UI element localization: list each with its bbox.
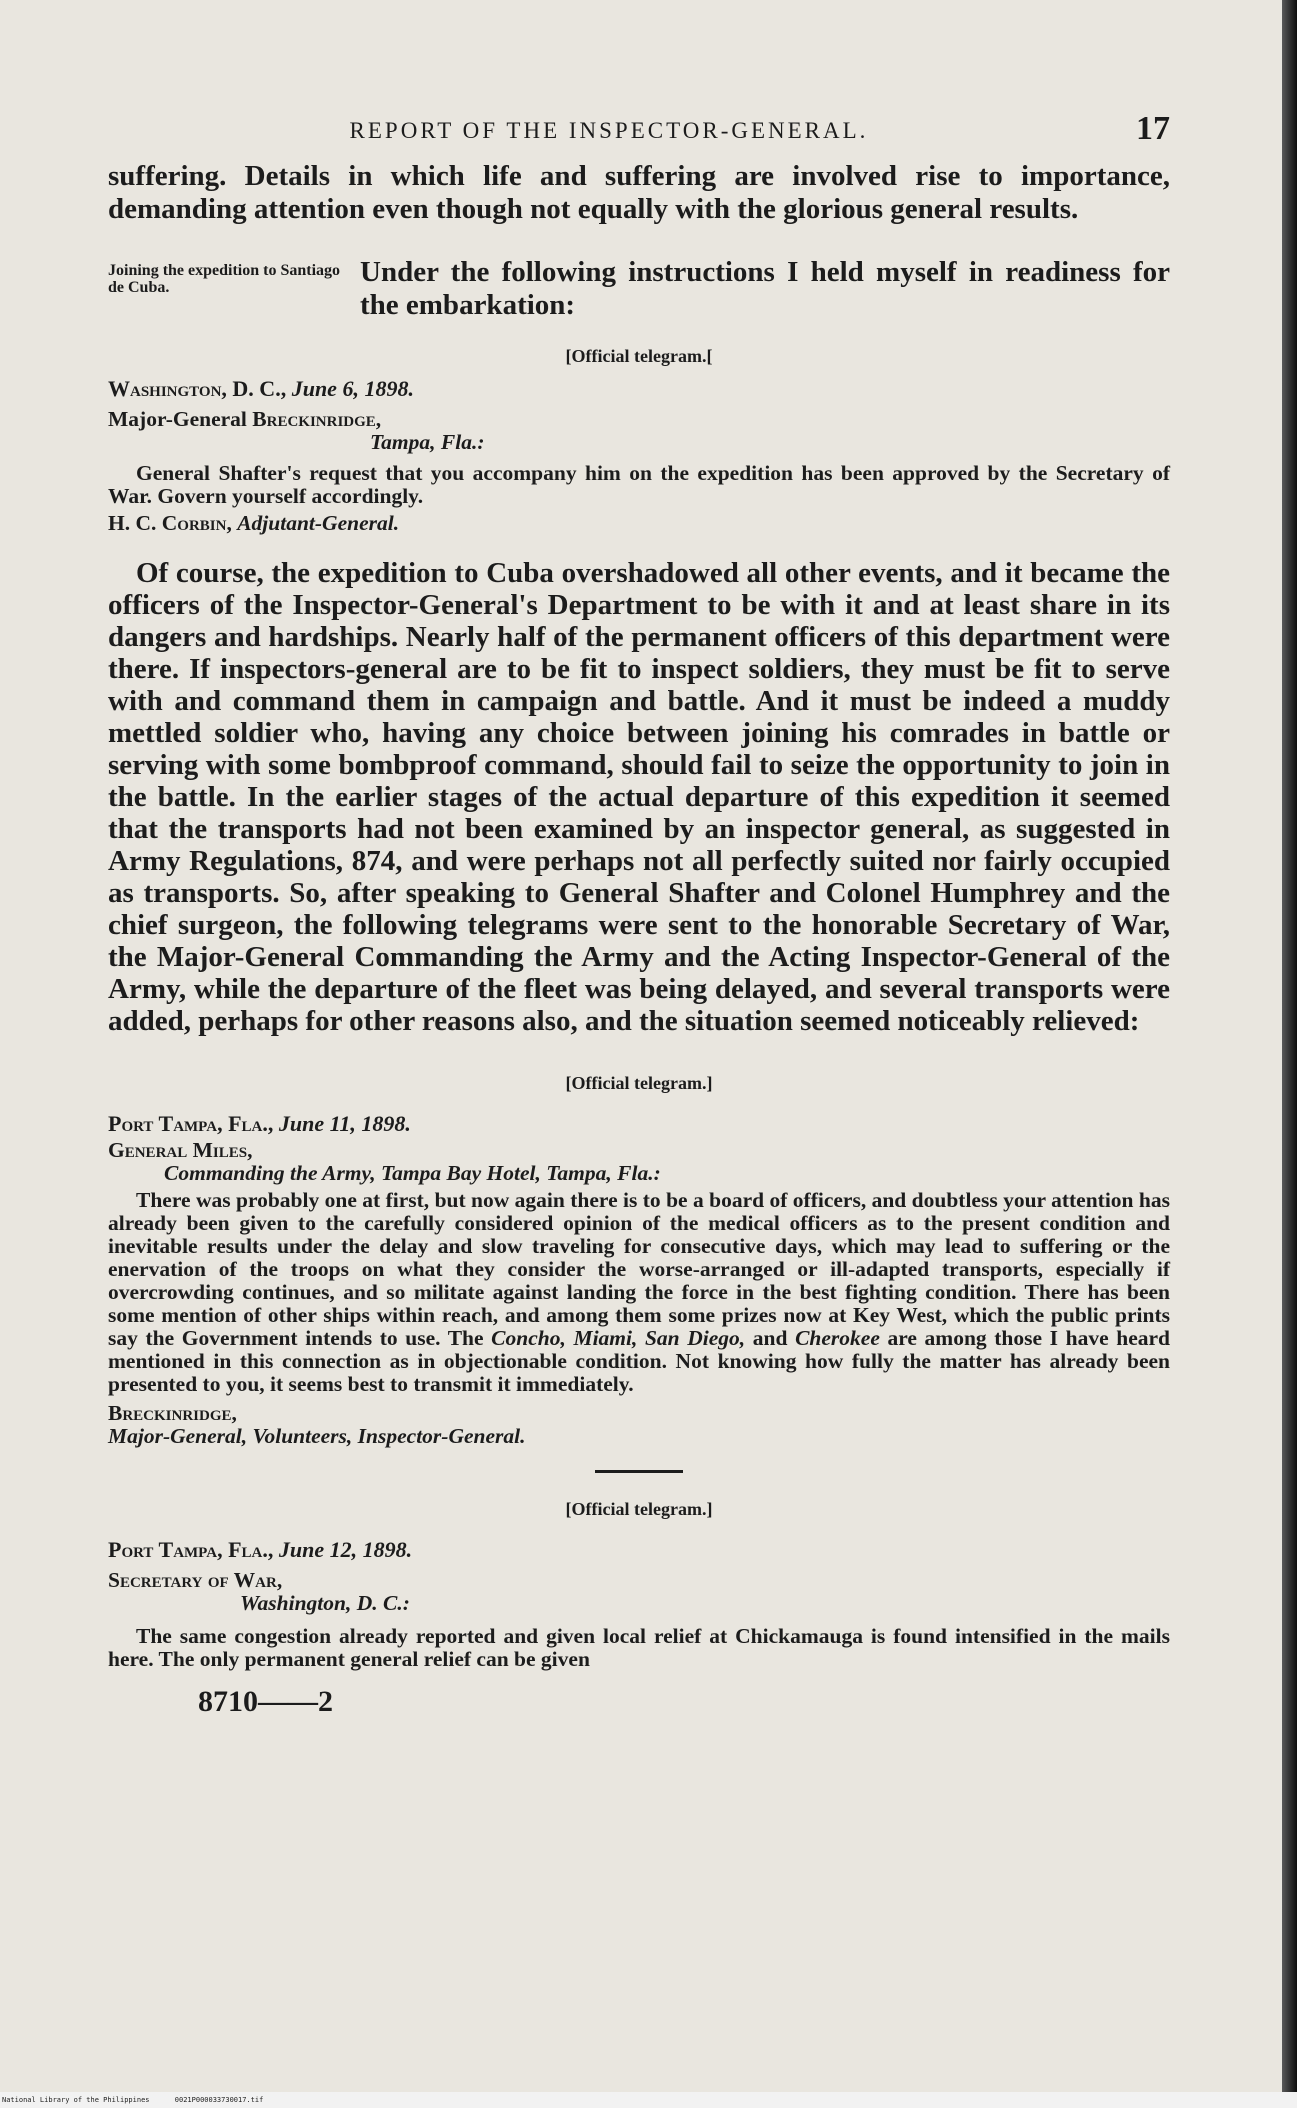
telegram-place: Port Tampa, Fla., bbox=[108, 1537, 274, 1562]
scan-footer: National Library of the Philippines 0021P000033730017.tif bbox=[0, 2092, 1297, 2108]
addressee-rank: Major-General bbox=[108, 407, 247, 431]
scan-edge bbox=[1282, 0, 1297, 2108]
addressee-location: Washington, D. C.: bbox=[240, 1591, 410, 1615]
telegram-tag: [Official telegram.] bbox=[565, 1073, 713, 1093]
telegram-place: Port Tampa, Fla., bbox=[108, 1111, 274, 1136]
telegram-tag: [Official telegram.] bbox=[565, 1499, 713, 1519]
addressee-name: Breckinridge, bbox=[252, 407, 382, 431]
telegram-date: June 6, 1898. bbox=[291, 376, 414, 401]
telegram-dateline bbox=[108, 1538, 1170, 1561]
intro-paragraph: suffering. Details in which life and suffering are involved rise to importance, demanding attention even though not equally with the glorious general results. bbox=[108, 160, 1170, 225]
addressee-location: Commanding the Army, Tampa Bay Hotel, Tampa, Fla.: bbox=[164, 1161, 661, 1185]
telegram-place: Washington, D. C., bbox=[108, 376, 287, 401]
addressee-name: Secretary of War, bbox=[108, 1568, 283, 1592]
telegram-june-11 bbox=[108, 1073, 1170, 1473]
telegram-body-part: are among those I have heard mentioned in this connection as in objectionable condition. Not knowing how fully the matter has already been presented to you, it seems best to transmit it immediately. bbox=[108, 1326, 1170, 1396]
signer-title: Adjutant-General. bbox=[237, 511, 400, 535]
telegram-tag: [Official telegram.[ bbox=[565, 346, 713, 366]
telegram-date: June 11, 1898. bbox=[278, 1111, 411, 1136]
addressee-name: General Miles, bbox=[108, 1138, 253, 1162]
section-divider bbox=[595, 1470, 683, 1473]
telegram-body bbox=[108, 1189, 1170, 1396]
signer-name: Breckinridge, bbox=[108, 1401, 237, 1425]
telegram-body-part: and bbox=[745, 1326, 796, 1350]
main-paragraph: Of course, the expedition to Cuba overshadowed all other events, and it became the officers of the Inspector-General's Department to be with it and at least share in its dangers and hardships. Nearly half of the permanent officers of this department were there. If inspectors-general are to be fit to inspect soldiers, they must be fit to serve with and command them in campaign and battle. And it must be indeed a muddy mettled soldier who, having any choice between joining his comrades in battle or serving with some bombproof command, should fail to seize the opportunity to join in the battle. In the earlier stages of the actual departure of this expedition it seemed that the transports had not been examined by an inspector general, as suggested in Army Regulations, 874, and were perhaps not all perfectly suited nor fairly occupied as transports. So, after speaking to General Shafter and Colonel Humphrey and the chief surgeon, the following telegrams were sent to the honorable Secretary of War, the Major-General Commanding the Army and the Acting Inspector-General of the Army, while the departure of the fleet was being delayed, and several transports were added, perhaps for other reasons also, and the situation seemed noticeably relieved: bbox=[108, 557, 1170, 1037]
telegram-addressee bbox=[108, 408, 1170, 431]
signer-name: H. C. Corbin, bbox=[108, 511, 232, 535]
signer-title: Major-General, Volunteers, Inspector-General. bbox=[108, 1424, 526, 1448]
telegram-june-6 bbox=[108, 346, 1170, 535]
telegram-body: General Shafter's request that you accompany him on the expedition has been approved by the Secretary of War. Govern yourself accordingly. bbox=[108, 461, 1170, 508]
signature-mark: 8710——2 bbox=[198, 1685, 333, 1718]
telegram-date: June 12, 1898. bbox=[278, 1537, 413, 1562]
telegram-dateline bbox=[108, 377, 1170, 400]
addressee-location: Tampa, Fla.: bbox=[370, 430, 485, 454]
telegram-signature bbox=[108, 512, 1170, 535]
margin-note: Joining the expedition to Santiago de Cuba. bbox=[108, 262, 341, 296]
running-header bbox=[108, 108, 1170, 160]
ship-names: Concho, Miami, San Diego, bbox=[491, 1326, 746, 1350]
telegram-dateline bbox=[108, 1112, 1170, 1135]
ship-name: Cherokee bbox=[795, 1326, 880, 1350]
page-number: 17 bbox=[1136, 110, 1170, 147]
telegram-body-part: There was probably one at first, but now again there is to be a board of officers, and doubtless your attention has already been given to the carefully considered opinion of the medical officers as to the present condition and inevitable results under the delay and slow traveling for consecutive days, which may lead to suffering or the enervation of the troops on what they consider the worse-arranged or ill-adapted transports, especially if overcrowding continues, and so militate against landing the force in the best fighting condition. There has been some mention of other ships within reach, and among them some prizes now at Key West, which the public prints say the Government intends to use. The bbox=[108, 1188, 1170, 1350]
instructions-block bbox=[108, 256, 1170, 322]
telegram-june-12 bbox=[108, 1499, 1170, 1671]
telegram-body: The same congestion already reported and given local relief at Chickamauga is found intensified in the mails here. The only permanent general relief can be given bbox=[108, 1624, 1170, 1671]
instructions-paragraph: Under the following instructions I held myself in readiness for the embarkation: bbox=[360, 256, 1170, 321]
running-title: REPORT OF THE INSPECTOR-GENERAL. bbox=[349, 118, 869, 143]
